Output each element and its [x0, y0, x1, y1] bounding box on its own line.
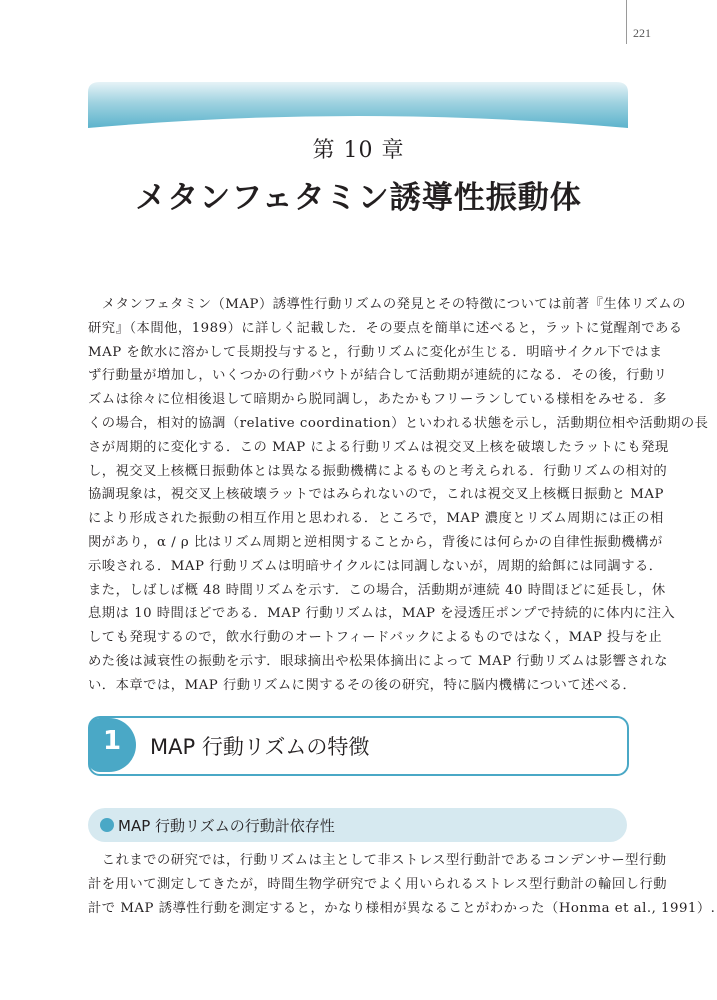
text-line: しても発現するので，飲水行動のオートフィードバックによるものではなく，MAP 投与を止	[88, 630, 663, 646]
text-line: い．本章では，MAP 行動リズムに関するその後の研究，特に脳内機構について述べる．	[88, 677, 637, 693]
text-line: 示唆される．MAP 行動リズムは明暗サイクルには同調しないが，周期的給餌には同調する．	[88, 558, 663, 574]
text-line: MAP を飲水に溶かして長期投与すると，行動リズムに変化が生じる．明暗サイクル下ではま	[88, 344, 663, 360]
text-line: 計を用いて測定してきたが，時間生物学研究でよく用いられるストレス型行動計の輪回し行動	[88, 877, 668, 892]
text-line: くの場合，相対的協調（relative coordination）といわれる状態を示し，活動期位相や活動期の長	[88, 415, 709, 431]
body-paragraph	[88, 849, 716, 921]
page-rule	[626, 0, 627, 44]
text-line: また，しばしば概 48 時間リズムを示す．この場合，活動期が連続 40 時間ほどに延長し，休	[88, 582, 666, 598]
text-line: し，視交叉上核概日振動体とは異なる振動機構によるものと考えられる．行動リズムの相対的	[88, 463, 668, 479]
text-line: 息期は 10 時間ほどである．MAP 行動リズムは，MAP を浸透圧ポンプで持続的に体内に注入	[88, 606, 676, 622]
text-line: により形成された振動の相互作用と思われる．ところで，MAP 濃度とリズム周期には正の相	[88, 511, 664, 527]
chapter-banner	[88, 82, 628, 128]
text-line: ず行動量が増加し，いくつかの行動バウトが結合して活動期が連続的になる．その後，行動リ	[88, 368, 668, 384]
text-line: めた後は減衰性の振動を示す．眼球摘出や松果体摘出によって MAP 行動リズムは影響されな	[88, 653, 668, 669]
text-line: 計で MAP 誘導性行動を測定すると，かなり様相が異なることがわかった（Honma et al., 1991）.	[88, 901, 716, 916]
intro-paragraph	[88, 293, 709, 698]
page-number: 221	[633, 26, 651, 40]
text-line: さが周期的に変化する．この MAP による行動リズムは視交叉上核を破壊したラットにも発現	[88, 439, 669, 455]
bullet-dot-icon	[100, 818, 114, 832]
chapter-label: 第 10 章	[312, 138, 405, 163]
text-line: メタンフェタミン（MAP）誘導性行動リズムの発見とその特徴については前著『生体リズムの	[88, 297, 686, 312]
text-line: 協調現象は，視交叉上核破壊ラットではみられないので，これは視交叉上核概日振動と MAP	[88, 487, 664, 503]
text-line: 研究』（本間他，1989）に詳しく記載した．その要点を簡単に述べると，ラットに覚醒剤である	[88, 320, 683, 336]
subsection-title: MAP 行動リズムの行動計依存性	[118, 817, 335, 835]
text-line: これまでの研究では，行動リズムは主として非ストレス型行動計であるコンデンサー型行動	[88, 853, 667, 868]
section-title: MAP 行動リズムの特徴	[150, 735, 370, 759]
chapter-title: メタンフェタミン誘導性振動体	[135, 180, 582, 216]
text-line: ズムは徐々に位相後退して暗期から脱同調し，あたかもフリーランしている様相をみせる．多	[88, 392, 667, 408]
text-line: 関があり，α / ρ 比はリズム周期と逆相関することから，背後には何らかの自律性振動機構が	[88, 534, 663, 550]
section-number: 1	[102, 726, 122, 756]
